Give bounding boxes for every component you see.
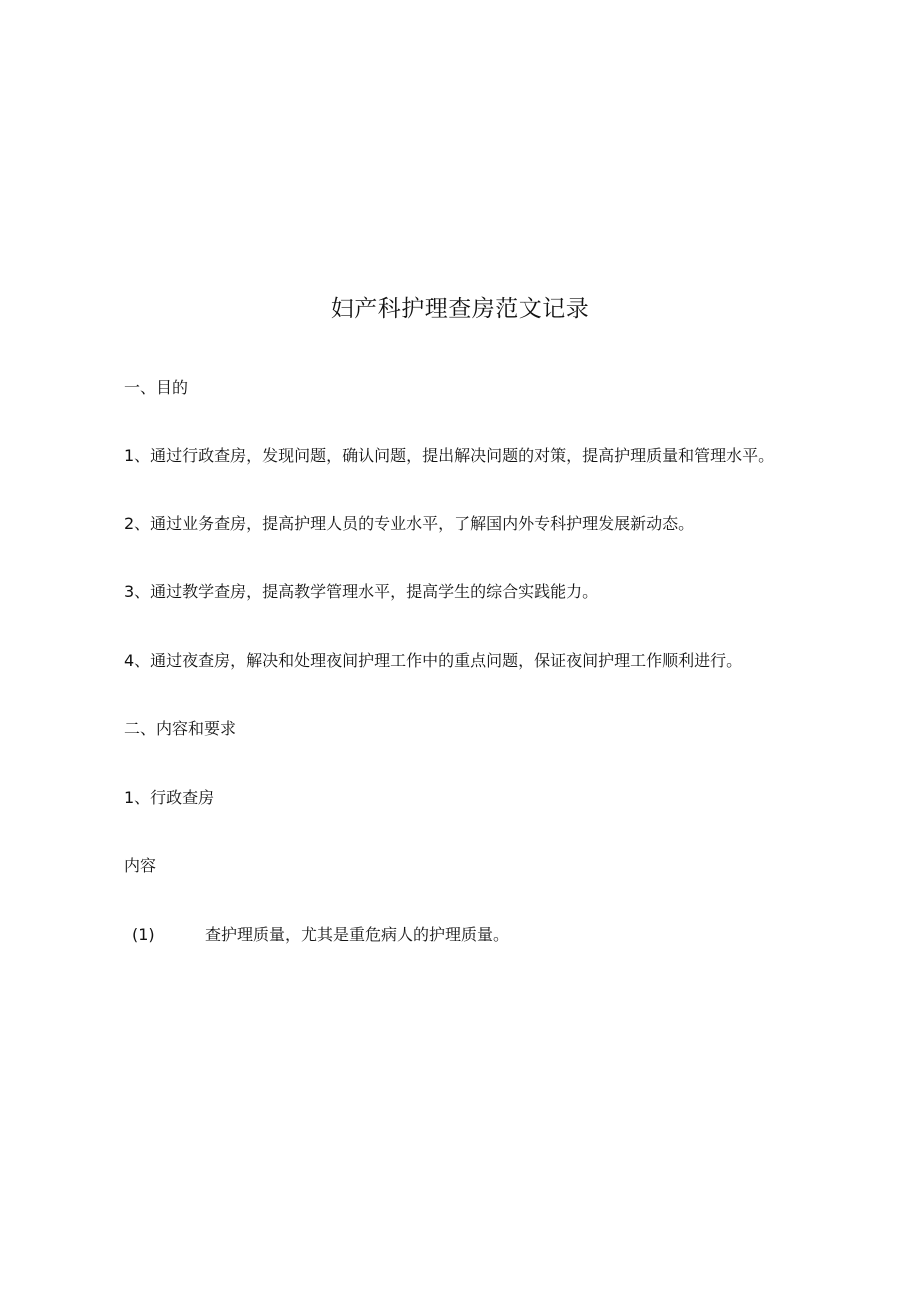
purpose-item-2: 2、通过业务查房，提高护理人员的专业水平，了解国内外专科护理发展新动态。	[124, 514, 695, 533]
section-heading-purpose: 一、目的	[124, 378, 189, 397]
subheading-admin-rounds: 1、行政查房	[124, 788, 215, 807]
list-item-number: (1)	[132, 925, 155, 944]
document-title: 妇产科护理查房范文记录	[330, 296, 590, 322]
list-item-text: 查护理质量，尤其是重危病人的护理质量。	[205, 925, 510, 944]
section-heading-content: 二、内容和要求	[124, 719, 237, 738]
purpose-item-1: 1、通过行政查房，发现问题，确认问题，提出解决问题的对策，提高护理质量和管理水平。	[124, 446, 775, 465]
content-label: 内容	[124, 856, 157, 875]
purpose-item-3: 3、通过教学查房，提高教学管理水平，提高学生的综合实践能力。	[124, 582, 599, 601]
purpose-item-4: 4、通过夜查房，解决和处理夜间护理工作中的重点问题，保证夜间护理工作顺利进行。	[124, 651, 743, 670]
